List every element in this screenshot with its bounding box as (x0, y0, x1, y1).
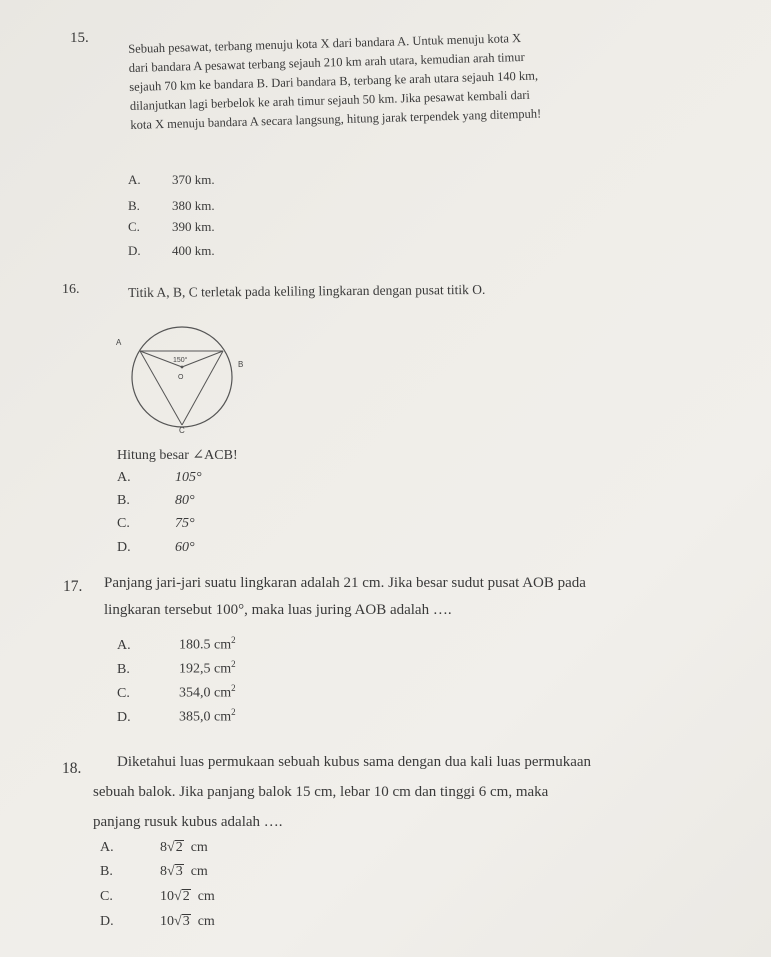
option-unit: cm (214, 661, 232, 677)
option-letter: D. (100, 914, 114, 929)
question-17-line-2: lingkaran tersebut 100°, maka luas juring AOB adalah …. (104, 602, 452, 618)
question-17-option-a[interactable] (117, 635, 236, 654)
label-c: C (179, 426, 185, 435)
option-letter: C. (100, 889, 113, 904)
option-unit: cm (214, 637, 232, 653)
option-text: 105° (175, 470, 202, 485)
question-16-option-a[interactable] (117, 470, 202, 486)
angle-label: 150° (173, 357, 188, 364)
option-letter: D. (117, 709, 131, 725)
option-letter: A. (100, 840, 114, 855)
radicand: 3 (182, 914, 190, 929)
option-unit: cm (190, 840, 208, 855)
option-letter: C. (128, 219, 140, 234)
option-unit: cm (214, 709, 232, 725)
question-16-prompt: Hitung besar ∠ACB! (117, 448, 238, 463)
option-value: 385,0 (179, 709, 211, 725)
question-18-option-d[interactable] (100, 914, 215, 930)
radicand: 3 (175, 864, 183, 879)
question-15-line-1: Sebuah pesawat, terbang menuju kota X dari bandara A. Untuk menuju kota X (128, 31, 522, 56)
option-unit: cm (197, 889, 215, 904)
question-15-line-4: dilanjutkan lagi berbelok ke arah timur sejauh 50 km. Jika pesawat kembali dari (129, 87, 531, 113)
option-text: 60° (175, 540, 195, 555)
question-16-option-b[interactable] (117, 493, 195, 509)
question-17-text (104, 570, 586, 624)
question-18-option-a[interactable] (100, 840, 208, 856)
question-17-option-b[interactable] (117, 659, 236, 678)
question-18-text (93, 747, 591, 837)
radicand: 2 (175, 840, 183, 855)
label-o: O (178, 374, 184, 381)
option-letter: B. (100, 864, 113, 879)
radius-ob (182, 351, 223, 367)
label-b: B (238, 360, 244, 369)
question-16-option-d[interactable] (117, 540, 195, 556)
option-letter: D. (128, 243, 141, 258)
option-unit: cm (197, 914, 215, 929)
question-16-text: Titik A, B, C terletak pada keliling lingkaran dengan pusat titik O. (128, 281, 486, 300)
option-unit: cm (214, 685, 232, 701)
question-18-option-b[interactable] (100, 864, 208, 880)
option-coef: 8 (160, 840, 167, 855)
circle-figure (110, 315, 260, 437)
option-text: 370 km. (172, 172, 215, 187)
question-15-option-c[interactable] (128, 219, 215, 235)
unit-exponent: 2 (231, 635, 236, 645)
question-15-number: 15. (70, 30, 89, 46)
question-18-option-c[interactable] (100, 889, 215, 905)
option-letter: A. (117, 637, 131, 653)
option-letter: B. (117, 661, 130, 677)
option-text: 80° (175, 493, 195, 508)
question-15-text (128, 29, 541, 135)
question-17-option-c[interactable] (117, 683, 236, 702)
question-15-line-3: sejauh 70 km ke bandara B. Dari bandara B, terbang ke arah utara sejauh 140 km, (129, 68, 539, 94)
option-coef: 8 (160, 864, 167, 879)
radicand: 2 (182, 889, 190, 904)
option-letter: C. (117, 516, 130, 531)
question-15-option-d[interactable] (128, 243, 215, 259)
option-value: 354,0 (179, 685, 211, 701)
option-text: 400 km. (172, 243, 215, 258)
option-letter: A. (128, 172, 141, 187)
unit-exponent: 2 (231, 707, 236, 717)
root-symbol: √ (167, 864, 175, 879)
question-17-number: 17. (63, 578, 83, 595)
question-18-number: 18. (62, 760, 82, 777)
question-16-number: 16. (62, 282, 80, 297)
question-15-line-5: kota X menuju bandara A secara langsung, hitung jarak terpendek yang ditempuh! (130, 106, 542, 132)
option-letter: A. (117, 470, 131, 485)
option-letter: C. (117, 685, 130, 701)
segment-bc (182, 351, 223, 425)
root-symbol: √ (174, 914, 182, 929)
question-15-option-b[interactable] (128, 198, 215, 214)
question-18-line-2: sebuah balok. Jika panjang balok 15 cm, lebar 10 cm dan tinggi 6 cm, maka (93, 784, 549, 800)
unit-exponent: 2 (231, 659, 236, 669)
question-17-line-1: Panjang jari-jari suatu lingkaran adalah 21 cm. Jika besar sudut pusat AOB pada (104, 575, 586, 591)
question-18-line-3: panjang rusuk kubus adalah …. (93, 814, 283, 830)
option-value: 180.5 (179, 637, 211, 653)
question-15-option-a[interactable] (128, 172, 215, 188)
root-symbol: √ (167, 840, 175, 855)
option-text: 380 km. (172, 198, 215, 213)
option-letter: D. (117, 540, 131, 555)
option-unit: cm (190, 864, 208, 879)
label-a: A (116, 338, 122, 347)
option-text: 75° (175, 516, 195, 531)
option-text: 390 km. (172, 219, 215, 234)
option-letter: B. (117, 493, 130, 508)
option-letter: B. (128, 198, 140, 213)
unit-exponent: 2 (231, 683, 236, 693)
option-value: 192,5 (179, 661, 211, 677)
question-17-option-d[interactable] (117, 707, 236, 726)
option-coef: 10 (160, 889, 174, 904)
root-symbol: √ (174, 889, 182, 904)
question-18-line-1: Diketahui luas permukaan sebuah kubus sama dengan dua kali luas permukaan (117, 754, 592, 770)
option-coef: 10 (160, 914, 174, 929)
center-point (181, 366, 184, 369)
question-15-line-2: dari bandara A pesawat terbang sejauh 210 km arah utara, kemudian arah timur (128, 49, 525, 75)
question-16-option-c[interactable] (117, 516, 195, 532)
